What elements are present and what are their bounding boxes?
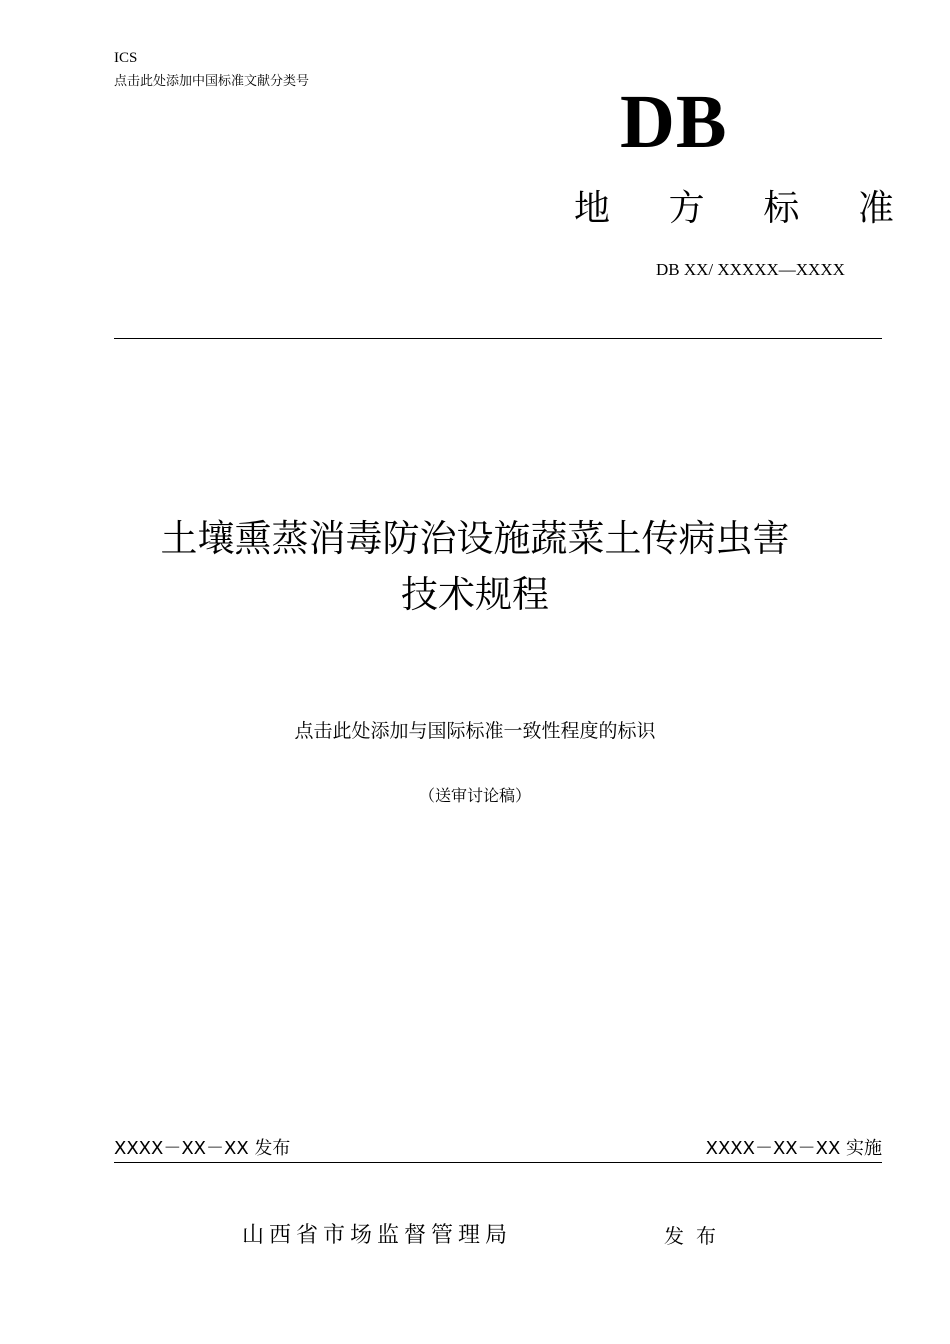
document-title-line-2: 技术规程: [401, 573, 549, 616]
implementation-date: XXXX－XX－XX 实施: [705, 1138, 882, 1159]
standard-type-char: 准: [857, 188, 894, 229]
date-divider: [114, 1162, 882, 1163]
issue-date: XXXX－XX－XX 发布: [114, 1138, 291, 1159]
standard-number: DB XX/ XXXXX—XXXX: [656, 260, 845, 279]
conformity-placeholder[interactable]: 点击此处添加与国际标准一致性程度的标识: [294, 720, 656, 742]
issue-label: 发布: [664, 1224, 728, 1248]
ics-code: ICS: [114, 50, 138, 66]
standard-type-char: 地: [574, 188, 611, 229]
document-title-line-1: 土壤熏蒸消毒防治设施蔬菜土传病虫害: [160, 517, 790, 560]
standard-type-char: 标: [763, 188, 800, 229]
standard-type: [574, 186, 894, 232]
standard-type-char: 方: [668, 188, 705, 229]
header-divider: [114, 338, 882, 339]
draft-status: （送审讨论稿）: [418, 786, 531, 805]
ics-classification-placeholder[interactable]: 点击此处添加中国标准文献分类号: [114, 74, 310, 89]
db-logo: DB: [620, 80, 728, 164]
issuing-authority: 山西省市场监督管理局: [242, 1223, 513, 1248]
